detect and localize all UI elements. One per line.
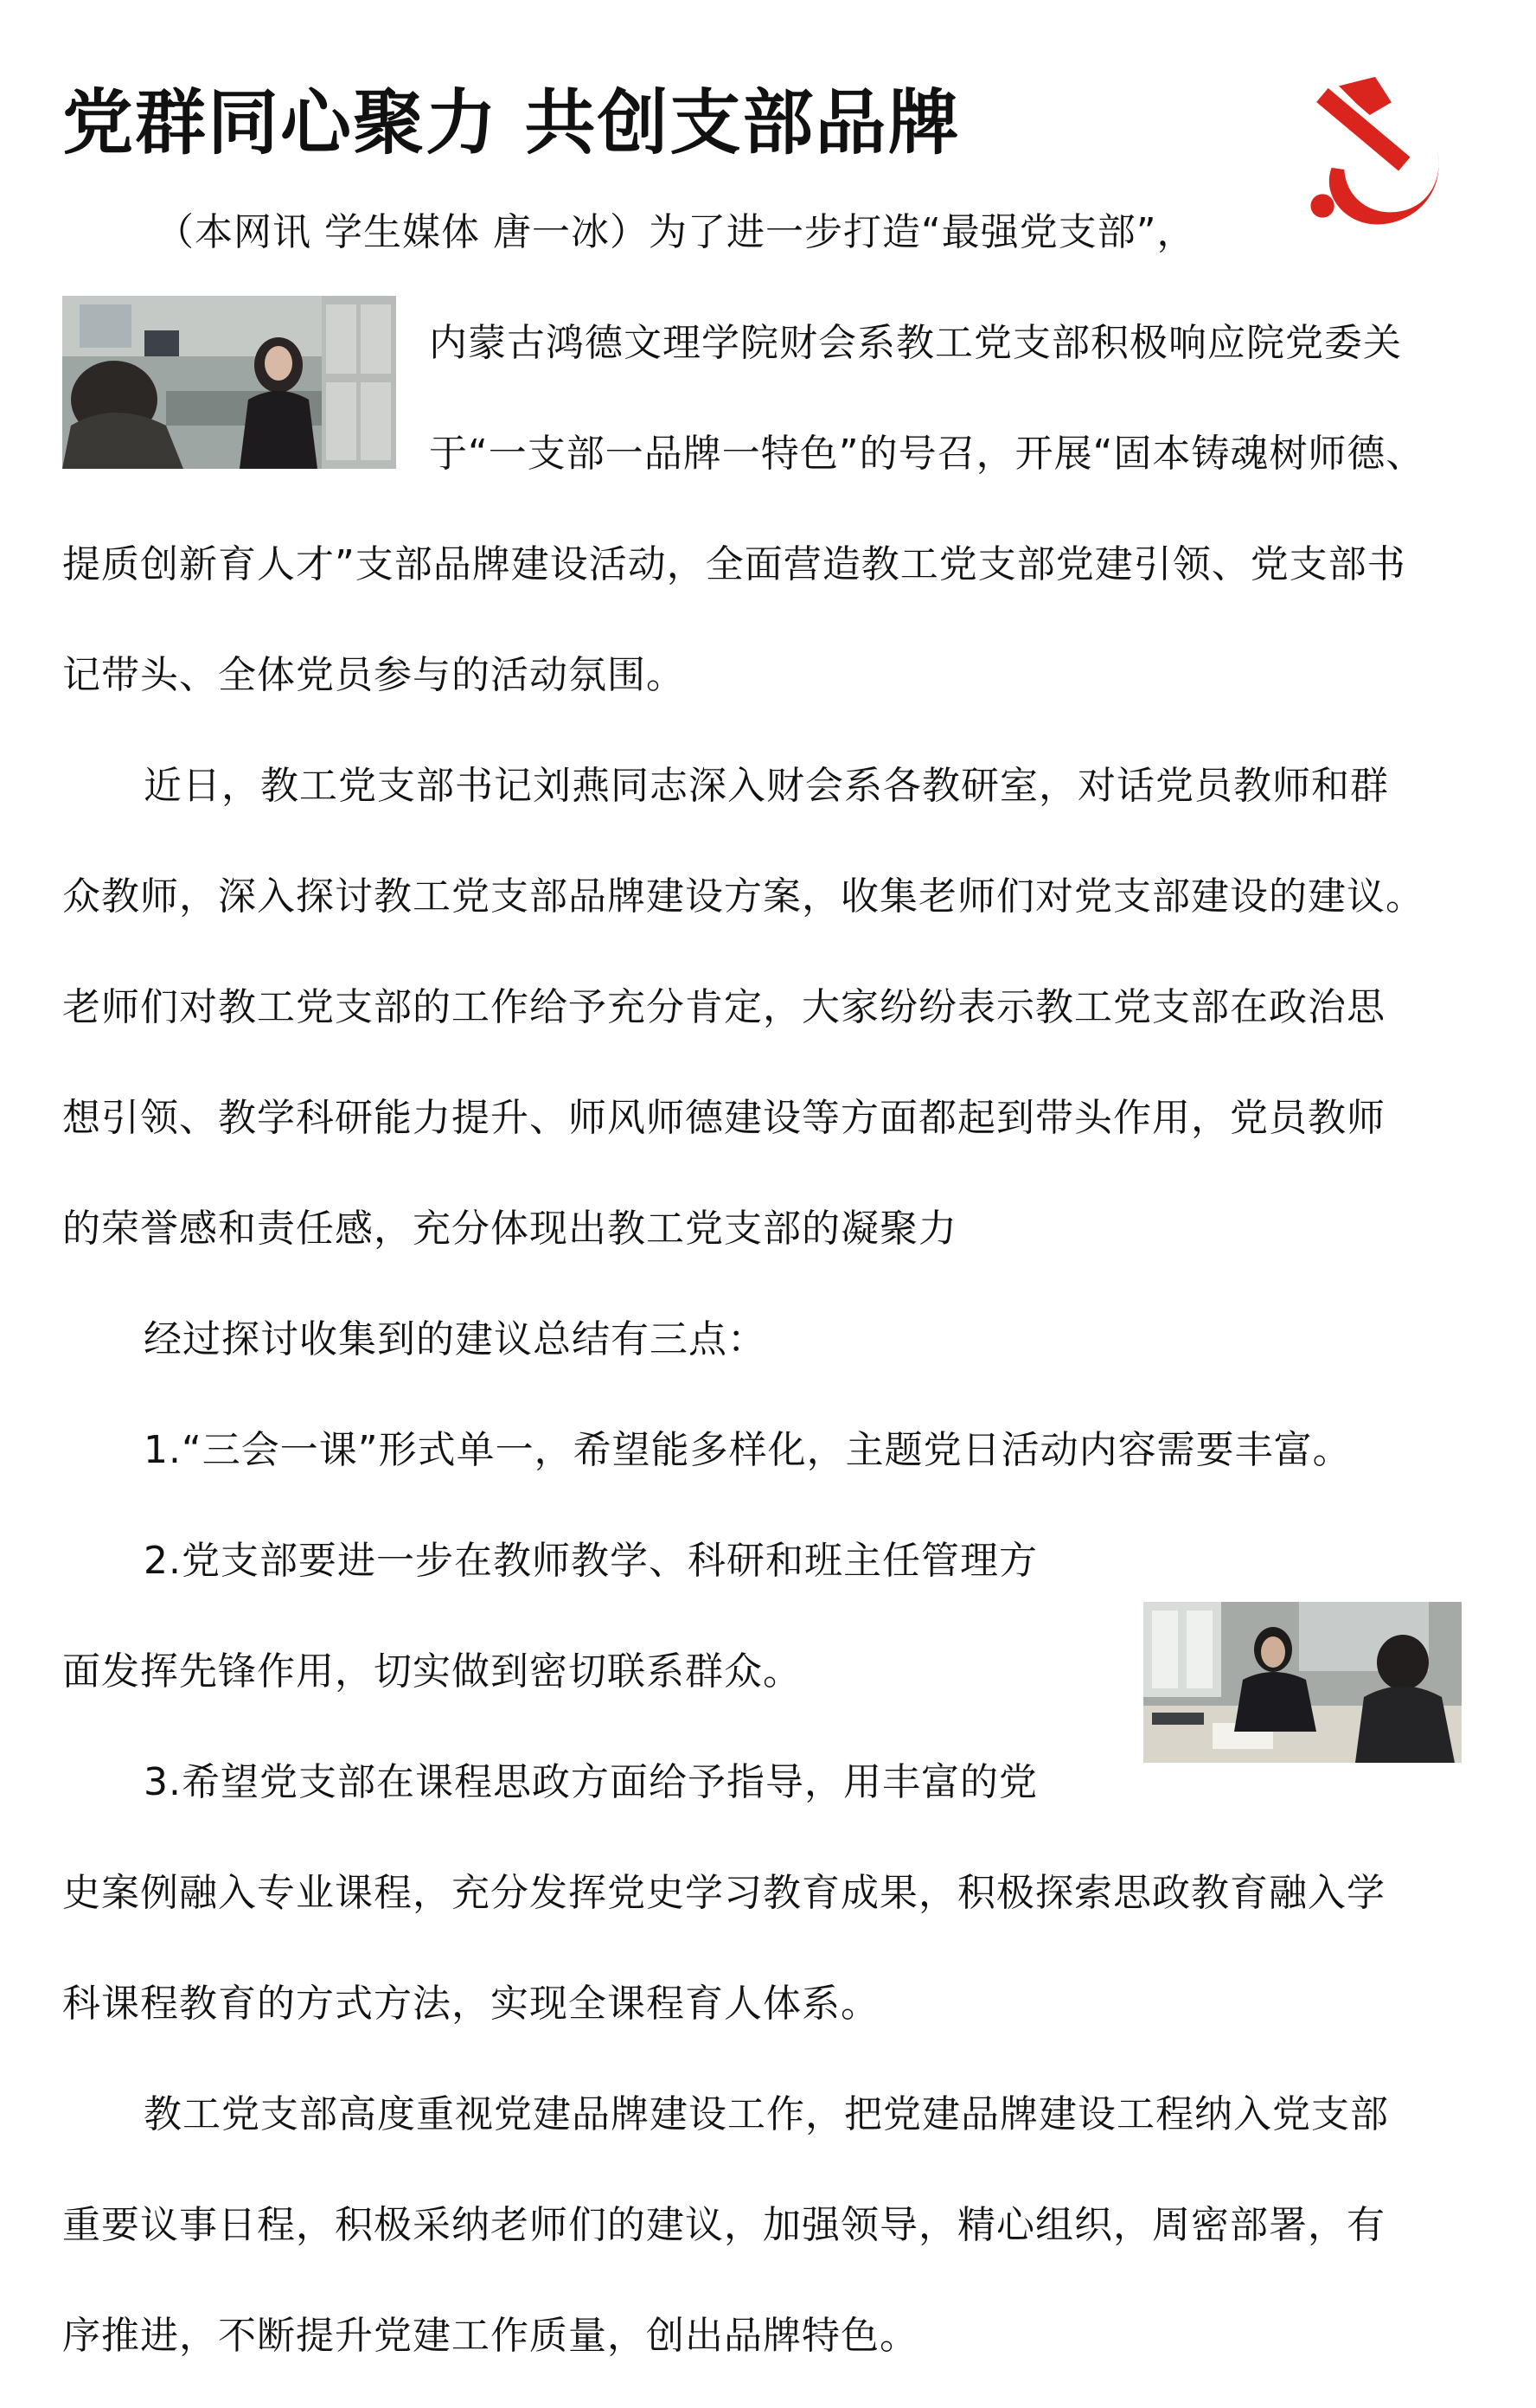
paragraph-line: 近日，教工党支部书记刘燕同志深入财会系各教研室，对话党员教师和群 bbox=[144, 764, 1389, 808]
list-item: 史案例融入专业课程，充分发挥党史学习教育成果，积极探索思政教育融入学 bbox=[62, 1871, 1386, 1915]
paragraph-line: 的荣誉感和责任感，充分体现出教工党支部的凝聚力 bbox=[62, 1207, 957, 1251]
party-emblem-icon bbox=[1284, 61, 1466, 242]
list-item: 2.党支部要进一步在教师教学、科研和班主任管理方 bbox=[144, 1539, 1038, 1583]
paragraph-line: 序推进，不断提升党建工作质量，创出品牌特色。 bbox=[62, 2314, 918, 2358]
paragraph-line: 提质创新育人才”支部品牌建设活动，全面营造教工党支部党建引领、党支部书 bbox=[62, 542, 1406, 586]
article-title: 党群同心聚力 共创支部品牌 bbox=[62, 82, 961, 164]
list-item: 面发挥先锋作用，切实做到密切联系群众。 bbox=[62, 1649, 802, 1694]
list-item: 科课程教育的方式方法，实现全课程育人体系。 bbox=[62, 1982, 880, 2026]
paragraph-line: （本网讯 学生媒体 唐一冰）为了进一步打造“最强党支部”， bbox=[156, 210, 1196, 254]
paragraph-line: 想引领、教学科研能力提升、师风师德建设等方面都起到带头作用，党员教师 bbox=[62, 1096, 1386, 1140]
paragraph-line: 于“一支部一品牌一特色”的号召，开展“固本铸魂树师德、 bbox=[429, 432, 1425, 476]
paragraph-line: 记带头、全体党员参与的活动氛围。 bbox=[62, 653, 685, 697]
paragraph-line: 重要议事日程，积极采纳老师们的建议，加强领导，精心组织，周密部署，有 bbox=[62, 2203, 1386, 2247]
paragraph-line: 内蒙古鸿德文理学院财会系教工党支部积极响应院党委关 bbox=[429, 321, 1402, 365]
paragraph-line: 老师们对教工党支部的工作给予充分肯定，大家纷纷表示教工党支部在政治思 bbox=[62, 985, 1386, 1029]
paragraph-line: 经过探讨收集到的建议总结有三点： bbox=[144, 1317, 766, 1361]
list-item: 3.希望党支部在课程思政方面给予指导，用丰富的党 bbox=[144, 1760, 1038, 1804]
paragraph-line: 教工党支部高度重视党建品牌建设工作，把党建品牌建设工程纳入党支部 bbox=[144, 2092, 1389, 2136]
paragraph-line: 众教师，深入探讨教工党支部品牌建设方案，收集老师们对党支部建设的建议。 bbox=[62, 874, 1424, 919]
list-item: 1.“三会一课”形式单一，希望能多样化，主题党日活动内容需要丰富。 bbox=[144, 1428, 1352, 1472]
photo-office-meeting bbox=[62, 296, 396, 469]
photo-teacher-discussion bbox=[1143, 1602, 1462, 1763]
